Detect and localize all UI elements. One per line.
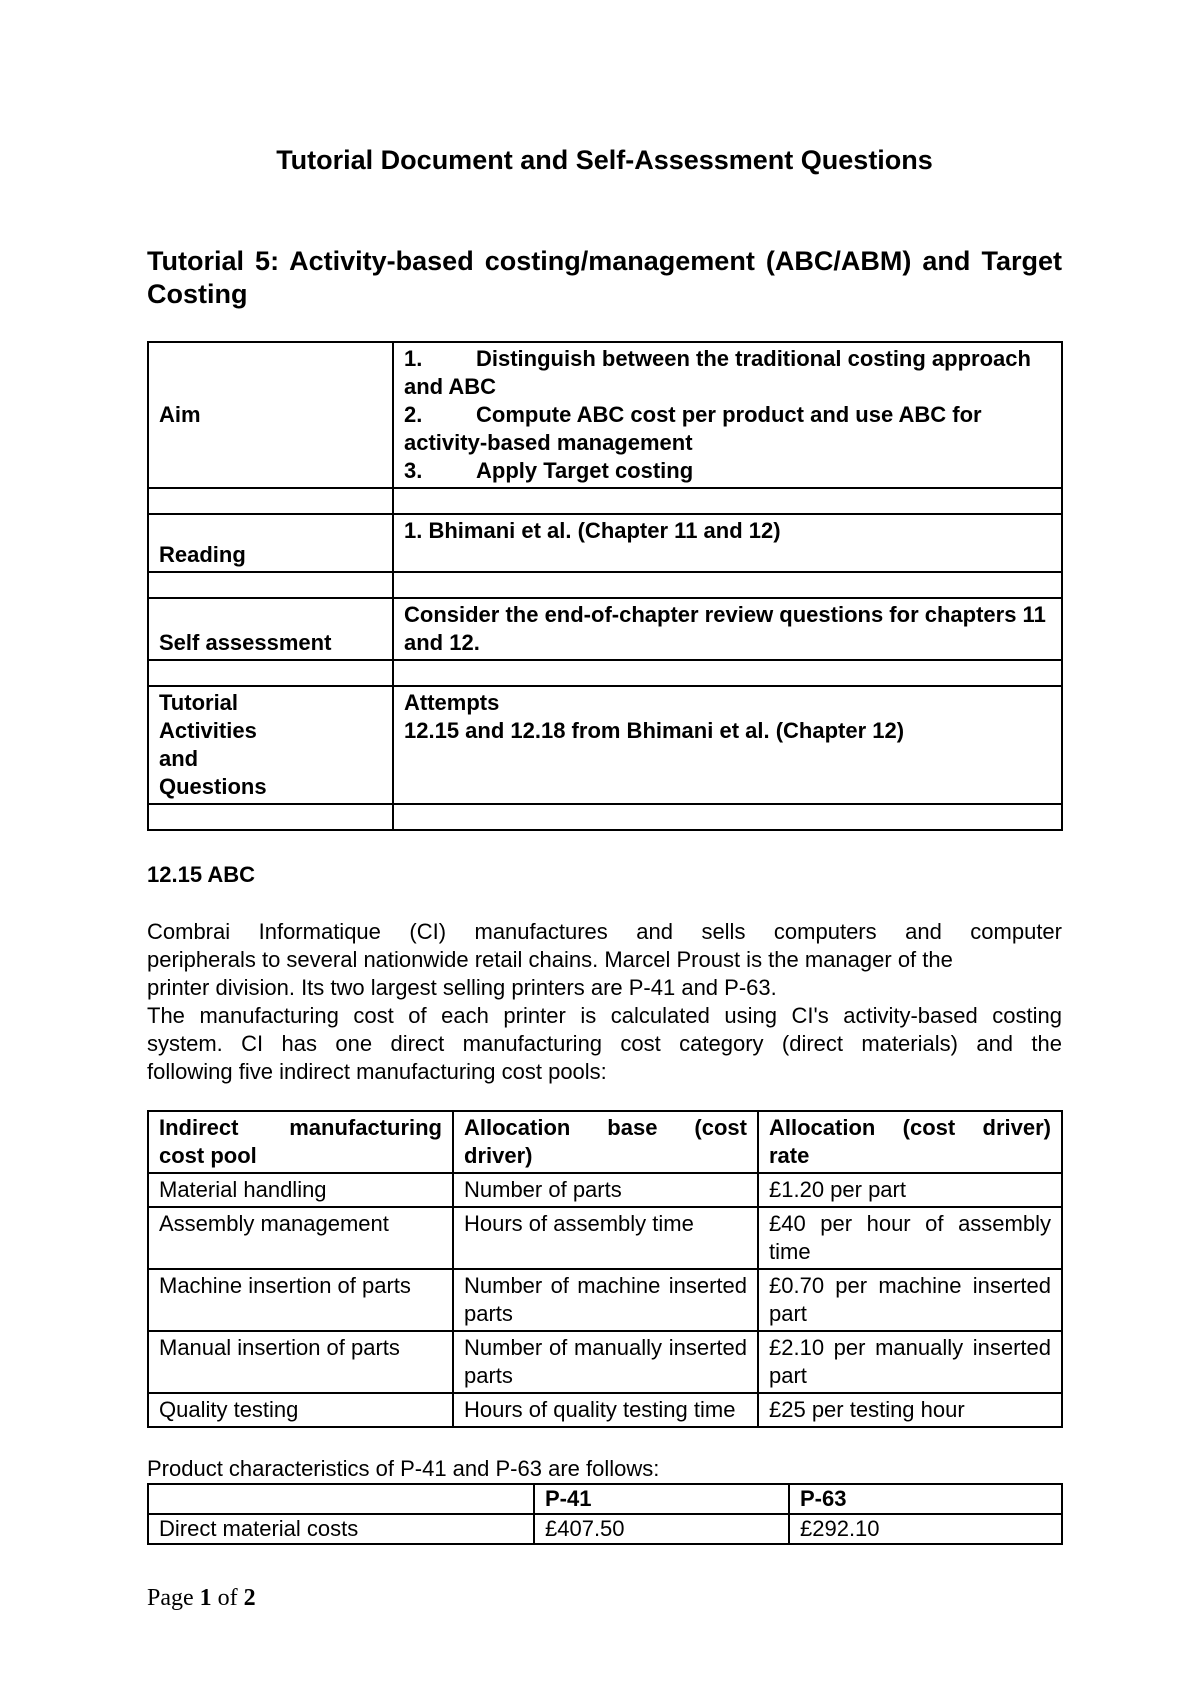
reading-row — [148, 514, 1062, 572]
table-cell: £2.10 per manually inserted part — [758, 1331, 1062, 1393]
table-cell: Direct material costs — [148, 1514, 534, 1544]
reading-label: Reading — [148, 514, 393, 572]
page-word: Page — [147, 1585, 194, 1611]
aim-label: Aim — [148, 342, 393, 488]
table-header-cell: Indirect manufacturing cost pool — [148, 1111, 453, 1173]
table-cell: Number of parts — [453, 1173, 758, 1207]
reading-text: 1. Bhimani et al. (Chapter 11 and 12) — [393, 514, 1062, 572]
of-word: of — [217, 1585, 238, 1611]
table-cell: Machine insertion of parts — [148, 1269, 453, 1331]
table-row — [148, 1207, 1062, 1269]
self-assessment-label: Self assessment — [148, 598, 393, 660]
table-cell: £25 per testing hour — [758, 1393, 1062, 1427]
table-cell: £40 per hour of assembly time — [758, 1207, 1062, 1269]
section-heading: 12.15 ABC — [147, 862, 256, 887]
spacer-row — [148, 488, 1062, 514]
activities-content — [393, 686, 1062, 804]
table-cell: Number of machine inserted parts — [453, 1269, 758, 1331]
aim-item: 3. Apply Target costing — [404, 458, 694, 483]
table-row — [148, 1393, 1062, 1427]
table-row — [148, 1269, 1062, 1331]
table-header-row — [148, 1484, 1062, 1514]
table-cell: Material handling — [148, 1173, 453, 1207]
self-assessment-text: Consider the end-of-chapter review questions for chapters 11 and 12. — [393, 598, 1062, 660]
table-cell: £292.10 — [789, 1514, 1062, 1544]
product-characteristics-table — [147, 1483, 1063, 1545]
table-cell: Assembly management — [148, 1207, 453, 1269]
table-cell: Hours of assembly time — [453, 1207, 758, 1269]
aim-list — [404, 345, 1051, 485]
table-header-cell: P-41 — [534, 1484, 789, 1514]
table-cell: Quality testing — [148, 1393, 453, 1427]
page-footer — [147, 1585, 256, 1612]
table-cell: Manual insertion of parts — [148, 1331, 453, 1393]
activities-row — [148, 686, 1062, 804]
table-cell: Number of manually inserted parts — [453, 1331, 758, 1393]
overview-table — [147, 341, 1063, 831]
product-characteristics-intro: Product characteristics of P-41 and P-63 are follows: — [147, 1456, 660, 1481]
table-header-cell: Allocation base (cost driver) — [453, 1111, 758, 1173]
case-paragraph: Combrai Informatique (CI) manufactures and sells computers and computer peripherals to several nationwide retail chains. Marcel Proust is the manager of the printer division. Its two largest selling printers are P-41 and P-63. The manufacturing cost of each printer is calculated using CI's activity-based costing system. CI has one direct manufacturing cost category (direct materials) and the following five indirect manufacturing cost pools: — [147, 919, 1062, 1084]
aim-item: 2. Compute ABC cost per product and use ABC for activity-based management — [404, 402, 982, 455]
table-header-row — [148, 1111, 1062, 1173]
table-row — [148, 1173, 1062, 1207]
total-pages: 2 — [243, 1585, 256, 1611]
activities-text: 12.15 and 12.18 from Bhimani et al. (Chapter 12) — [404, 718, 905, 743]
activities-label: Tutorial Activities and Questions — [148, 686, 393, 804]
table-header-cell: P-63 — [789, 1484, 1062, 1514]
table-header-cell — [148, 1484, 534, 1514]
document-title: Tutorial Document and Self-Assessment Questions — [276, 145, 933, 175]
cost-pools-table — [147, 1110, 1063, 1428]
table-cell: £0.70 per machine inserted part — [758, 1269, 1062, 1331]
page-number: 1 — [199, 1585, 212, 1611]
spacer-row — [148, 572, 1062, 598]
aim-content — [393, 342, 1062, 488]
aim-row — [148, 342, 1062, 488]
spacer-row — [148, 660, 1062, 686]
table-cell: £1.20 per part — [758, 1173, 1062, 1207]
activities-title: Attempts — [404, 690, 500, 715]
table-cell: £407.50 — [534, 1514, 789, 1544]
table-header-cell: Allocation (cost driver) rate — [758, 1111, 1062, 1173]
spacer-row — [148, 804, 1062, 830]
table-row — [148, 1514, 1062, 1544]
table-row — [148, 1331, 1062, 1393]
table-cell: Hours of quality testing time — [453, 1393, 758, 1427]
self-assessment-row — [148, 598, 1062, 660]
tutorial-heading: Tutorial 5: Activity-based costing/management (ABC/ABM) and Target Costing — [147, 246, 1062, 309]
aim-item: 1. Distinguish between the traditional costing approach and ABC — [404, 346, 1031, 399]
